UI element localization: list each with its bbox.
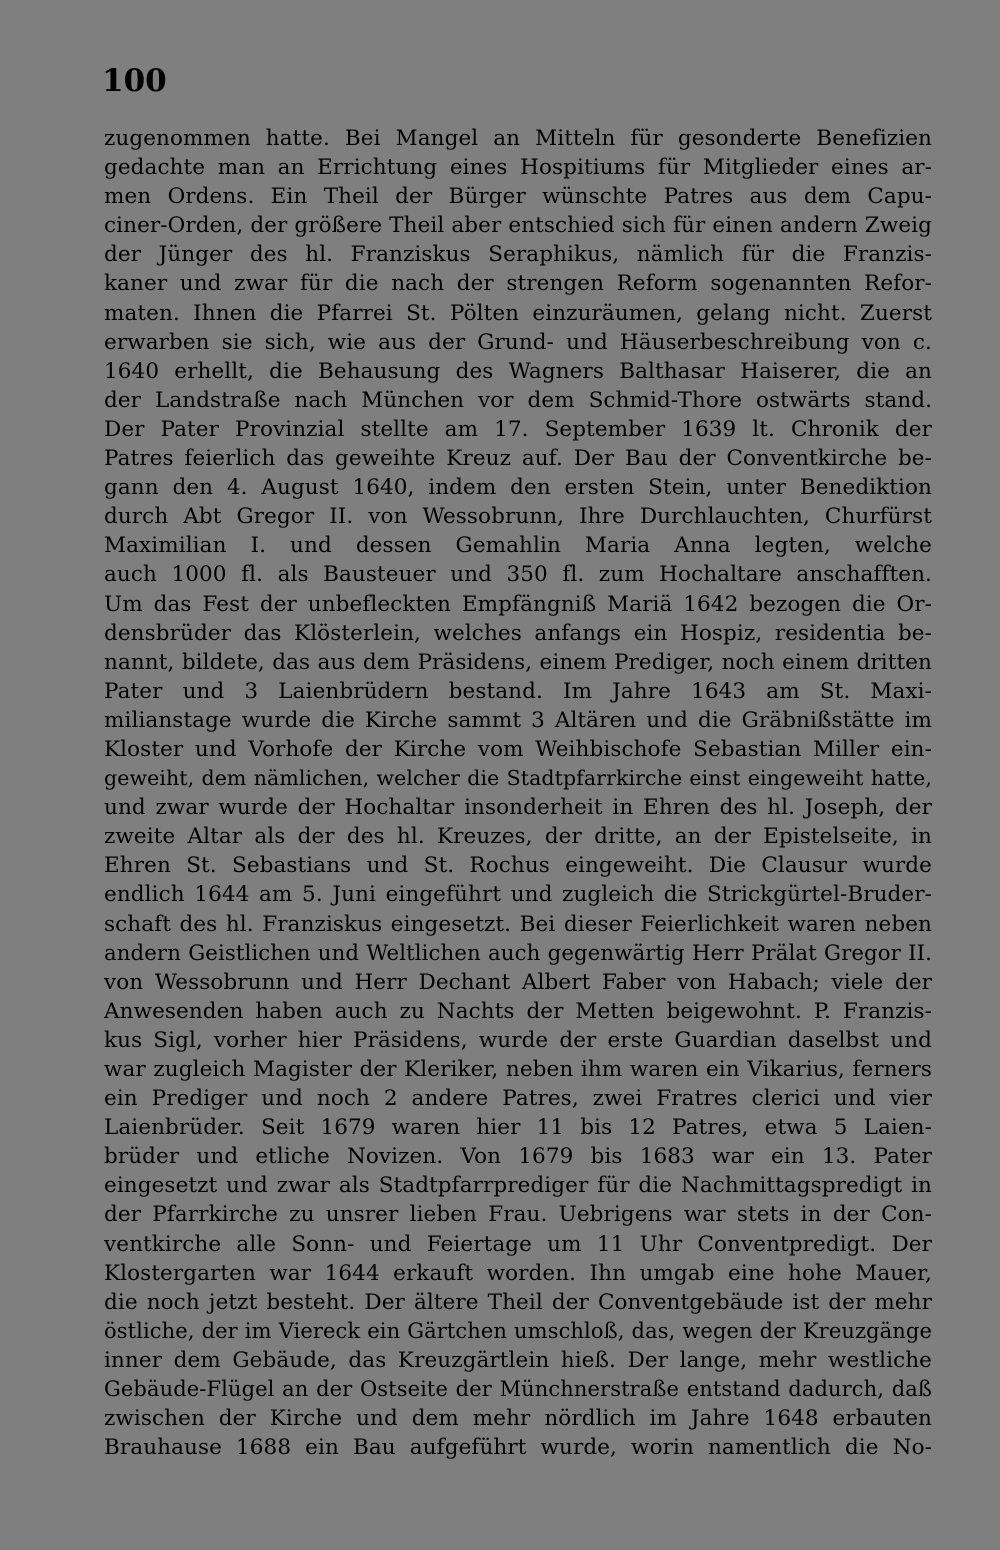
text-line: densbrüder das Klösterlein, welches anfangs ein Hospiz, residentia be- <box>104 620 932 646</box>
text-line: Laienbrüder. Seit 1679 waren hier 11 bis 12 Patres, etwa 5 Laien- <box>104 1115 932 1141</box>
text-line: Um das Fest der unbefleckten Empfängniß Mariä 1642 bezogen die Or- <box>104 591 932 617</box>
text-line: erwarben sie sich, wie aus der Grund- und Häuserbeschreibung von c. <box>104 329 932 355</box>
text-line: maten. Ihnen die Pfarrei St. Pölten einzuräumen, gelang nicht. Zuerst <box>104 300 932 326</box>
text-line: ein Prediger und noch 2 andere Patres, zwei Fratres clerici und vier <box>104 1086 932 1112</box>
text-line: kaner und zwar für die nach der strengen Reform sogenannten Refor- <box>104 271 932 297</box>
text-line: Maximilian I. und dessen Gemahlin Maria Anna legten, welche <box>104 533 932 559</box>
text-line: inner dem Gebäude, das Kreuzgärtlein hieß. Der lange, mehr westliche <box>104 1347 932 1373</box>
text-line: war zugleich Magister der Kleriker, neben ihm waren ein Vikarius, ferners <box>104 1057 932 1082</box>
text-line: auch 1000 fl. als Bausteuer und 350 fl. zum Hochaltare anschafften. <box>104 562 932 588</box>
text-line: schaft des hl. Franziskus eingesetzt. Bei dieser Feierlichkeit waren neben <box>104 911 932 937</box>
text-line: kus Sigl, vorher hier Präsidens, wurde der erste Guardian daselbst und <box>104 1027 932 1053</box>
text-line: Patres feierlich das geweihte Kreuz auf. Der Bau der Conventkirche be- <box>104 446 932 472</box>
text-line: Klostergarten war 1644 erkauft worden. Ihn umgab eine hohe Mauer, <box>104 1260 932 1286</box>
text-line: 1640 erhellt, die Behausung des Wagners Balthasar Haiserer, die an <box>104 358 932 384</box>
text-line: nannt, bildete, das aus dem Präsidens, einem Prediger, noch einem dritten <box>104 649 932 675</box>
text-line: und zwar wurde der Hochaltar insonderheit in Ehren des hl. Joseph, der <box>104 795 932 821</box>
text-line: der Jünger des hl. Franziskus Seraphikus, nämlich für die Franzis- <box>104 242 932 268</box>
page-number: 100 <box>102 63 167 99</box>
text-line: von Wessobrunn und Herr Dechant Albert Faber von Habach; viele der <box>104 969 932 995</box>
text-line: endlich 1644 am 5. Juni eingeführt und zugleich die Strickgürtel-Bruder- <box>104 882 932 908</box>
text-line: Der Pater Provinzial stellte am 17. September 1639 lt. Chronik der <box>104 416 932 442</box>
text-line: eingesetzt und zwar als Stadtpfarrprediger für die Nachmittagspredigt in <box>104 1173 932 1199</box>
text-line: ventkirche alle Sonn- und Feiertage um 11 Uhr Conventpredigt. Der <box>104 1231 932 1257</box>
text-line: gann den 4. August 1640, indem den ersten Stein, unter Benediktion <box>104 475 932 501</box>
text-line: ciner-Orden, der größere Theil aber entschied sich für einen andern Zweig <box>104 213 932 239</box>
body-text <box>104 124 932 1462</box>
text-line: der Landstraße nach München vor dem Schmid-Thore ostwärts stand. <box>104 387 932 413</box>
text-line: die noch jetzt besteht. Der ältere Theil der Conventgebäude ist der mehr <box>104 1289 932 1315</box>
text-line: Kloster und Vorhofe der Kirche vom Weihbischofe Sebastian Miller ein- <box>104 736 932 762</box>
text-line: der Pfarrkirche zu unsrer lieben Frau. Uebrigens war stets in der Con- <box>104 1202 932 1228</box>
text-line: Brauhause 1688 ein Bau aufgeführt wurde, worin namentlich die No- <box>104 1435 932 1461</box>
text-line: zweite Altar als der des hl. Kreuzes, der dritte, an der Epistelseite, in <box>104 824 932 850</box>
text-line: durch Abt Gregor II. von Wessobrunn, Ihre Durchlauchten, Churfürst <box>104 504 932 530</box>
text-line: zwischen der Kirche und dem mehr nördlich im Jahre 1648 erbauten <box>104 1406 932 1432</box>
text-line: Gebäude-Flügel an der Ostseite der Münchnerstraße entstand dadurch, daß <box>104 1377 932 1402</box>
text-line: milianstage wurde die Kirche sammt 3 Altären und die Gräbnißstätte im <box>104 707 932 733</box>
text-line: zugenommen hatte. Bei Mangel an Mitteln für gesonderte Benefizien <box>104 126 932 151</box>
text-line: brüder und etliche Novizen. Von 1679 bis 1683 war ein 13. Pater <box>104 1144 932 1170</box>
text-line: men Ordens. Ein Theil der Bürger wünschte Patres aus dem Capu- <box>104 184 932 210</box>
text-line: geweiht, dem nämlichen, welcher die Stadtpfarrkirche einst eingeweiht hatte, <box>104 766 932 791</box>
text-line: Anwesenden haben auch zu Nachts der Metten beigewohnt. P. Franzis- <box>104 998 932 1024</box>
text-line: andern Geistlichen und Weltlichen auch gegenwärtig Herr Prälat Gregor II. <box>104 940 932 966</box>
text-line: gedachte man an Errichtung eines Hospitiums für Mitglieder eines ar- <box>104 155 932 181</box>
text-line: östliche, der im Viereck ein Gärtchen umschloß, das, wegen der Kreuzgänge <box>104 1318 932 1343</box>
text-line: Ehren St. Sebastians und St. Rochus eingeweiht. Die Clausur wurde <box>104 853 932 879</box>
text-line: Pater und 3 Laienbrüdern bestand. Im Jahre 1643 am St. Maxi- <box>104 678 932 704</box>
